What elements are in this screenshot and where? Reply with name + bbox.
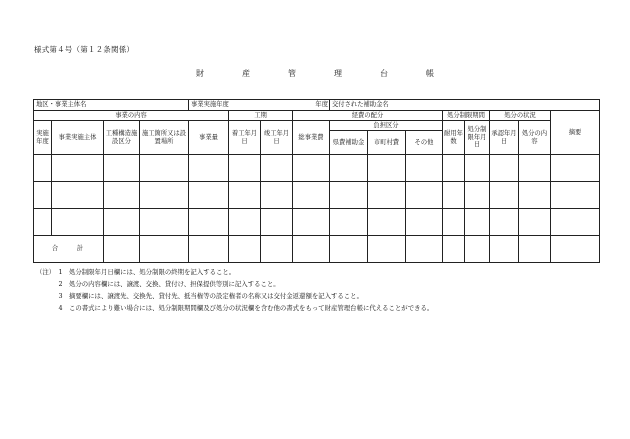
- cell[interactable]: [34, 209, 52, 236]
- group-content-header: 事業の内容: [34, 111, 229, 121]
- cell[interactable]: [293, 236, 330, 263]
- remarks-header: 摘要: [551, 111, 600, 155]
- cell[interactable]: [490, 182, 519, 209]
- cell[interactable]: [229, 155, 261, 182]
- note-item: [36, 278, 433, 290]
- group-header-row: [34, 111, 600, 121]
- cell[interactable]: [229, 209, 261, 236]
- cell[interactable]: [406, 236, 443, 263]
- cell[interactable]: [52, 209, 104, 236]
- municipal-header: 市町村費: [368, 131, 406, 155]
- table-row: [34, 209, 600, 236]
- cell[interactable]: [34, 182, 52, 209]
- cell[interactable]: [261, 236, 293, 263]
- end-date-header: 竣工年月日: [261, 121, 293, 155]
- cell[interactable]: [34, 155, 52, 182]
- burden-group-header: 負担区分: [330, 121, 443, 131]
- cell[interactable]: [189, 236, 229, 263]
- cell[interactable]: [330, 236, 368, 263]
- cell[interactable]: [406, 155, 443, 182]
- cell[interactable]: [330, 209, 368, 236]
- document-title: 財 産 管 理 台 帳: [196, 69, 449, 78]
- subsidy-name-label: 交付された補助金名: [330, 100, 600, 111]
- cell[interactable]: [104, 155, 140, 182]
- group-limit-period-header: 処分制限期間: [443, 111, 490, 121]
- note-number: 3: [58, 292, 63, 300]
- location-header: 施工箇所又は設置場所: [140, 121, 189, 155]
- pref-subsidy-header: 県費補助金: [330, 131, 368, 155]
- disposal-content-header: 処分の内容: [519, 121, 551, 155]
- cell[interactable]: [465, 182, 490, 209]
- cell[interactable]: [140, 155, 189, 182]
- cell[interactable]: [140, 182, 189, 209]
- cell[interactable]: [293, 155, 330, 182]
- cell[interactable]: [490, 209, 519, 236]
- project-year-cell: [189, 100, 330, 111]
- cell[interactable]: [330, 182, 368, 209]
- cell[interactable]: [261, 155, 293, 182]
- cell[interactable]: [330, 155, 368, 182]
- year-suffix: 年度: [315, 101, 328, 109]
- table-row: [34, 182, 600, 209]
- cell[interactable]: [443, 182, 465, 209]
- note-item: [36, 266, 433, 278]
- cell[interactable]: [551, 182, 600, 209]
- total-cost-header: 総事業費: [293, 121, 330, 155]
- cell[interactable]: [443, 209, 465, 236]
- group-status-header: 処分の状況: [490, 111, 551, 121]
- cell[interactable]: [519, 182, 551, 209]
- cell[interactable]: [140, 236, 189, 263]
- note-text: この書式により難い場合には、処分制限期間欄及び処分の状況欄を含む他の書式をもって財産管理台帳に代えることができる。: [69, 304, 434, 312]
- cell[interactable]: [104, 182, 140, 209]
- total-row: [34, 236, 600, 263]
- total-label: 合 計: [34, 236, 104, 263]
- note-number: 4: [58, 304, 63, 312]
- cell[interactable]: [368, 209, 406, 236]
- cell[interactable]: [406, 182, 443, 209]
- cell[interactable]: [465, 236, 490, 263]
- cell[interactable]: [261, 182, 293, 209]
- quantity-header: 事業量: [189, 121, 229, 155]
- cell[interactable]: [189, 182, 229, 209]
- cell[interactable]: [519, 236, 551, 263]
- impl-body-header: 事業実施主体: [52, 121, 104, 155]
- sub-header-row: [34, 121, 600, 131]
- cell[interactable]: [406, 209, 443, 236]
- note-item: [36, 290, 433, 302]
- cell[interactable]: [443, 155, 465, 182]
- cell[interactable]: [189, 155, 229, 182]
- form-number: 様式第４号（第１２条関係）: [34, 45, 135, 54]
- notes-section: [36, 266, 433, 314]
- cell[interactable]: [261, 209, 293, 236]
- cell[interactable]: [551, 155, 600, 182]
- approval-date-header: 承認年月日: [490, 121, 519, 155]
- table-row: [34, 155, 600, 182]
- cell[interactable]: [189, 209, 229, 236]
- note-item: [36, 302, 433, 314]
- note-number: 1: [58, 268, 63, 276]
- note-number: 2: [58, 280, 63, 288]
- cell[interactable]: [368, 155, 406, 182]
- impl-year-header: 実施年度: [34, 121, 52, 155]
- start-date-header: 着工年月日: [229, 121, 261, 155]
- work-type-header: 工種構造施設区分: [104, 121, 140, 155]
- cell[interactable]: [229, 182, 261, 209]
- info-row: [34, 100, 600, 111]
- cell[interactable]: [519, 209, 551, 236]
- cell[interactable]: [551, 209, 600, 236]
- cell[interactable]: [465, 209, 490, 236]
- cell[interactable]: [490, 236, 519, 263]
- cell[interactable]: [551, 236, 600, 263]
- cell[interactable]: [293, 209, 330, 236]
- cell[interactable]: [229, 236, 261, 263]
- cell[interactable]: [443, 236, 465, 263]
- useful-life-header: 耐用年数: [443, 121, 465, 155]
- note-text: 処分制限年月日欄には、処分制限の終期を記入すること。: [69, 268, 236, 276]
- notes-prefix: （注）: [36, 268, 56, 276]
- group-period-header: 工期: [229, 111, 293, 121]
- cell[interactable]: [368, 236, 406, 263]
- cell[interactable]: [293, 182, 330, 209]
- cell[interactable]: [140, 209, 189, 236]
- cell[interactable]: [52, 182, 104, 209]
- cell[interactable]: [52, 155, 104, 182]
- group-cost-header: 経費の配分: [293, 111, 443, 121]
- note-text: 処分の内容欄には、譲渡、交換、貸付け、担保提供等別に記入すること。: [69, 280, 280, 288]
- property-ledger-table: [33, 99, 600, 263]
- other-header: その他: [406, 131, 443, 155]
- note-text: 摘要欄には、譲渡先、交換先、貸付先、抵当権等の設定権者の名称又は交付金返還額を記入すること。: [69, 292, 363, 300]
- cell[interactable]: [104, 236, 140, 263]
- region-owner-label: 地区・事業主体名: [34, 100, 189, 111]
- cell[interactable]: [104, 209, 140, 236]
- project-year-label: 事業実施年度: [191, 101, 229, 109]
- cell[interactable]: [519, 155, 551, 182]
- cell[interactable]: [368, 182, 406, 209]
- cell[interactable]: [465, 155, 490, 182]
- limit-date-header: 処分制限年月日: [465, 121, 490, 155]
- cell[interactable]: [490, 155, 519, 182]
